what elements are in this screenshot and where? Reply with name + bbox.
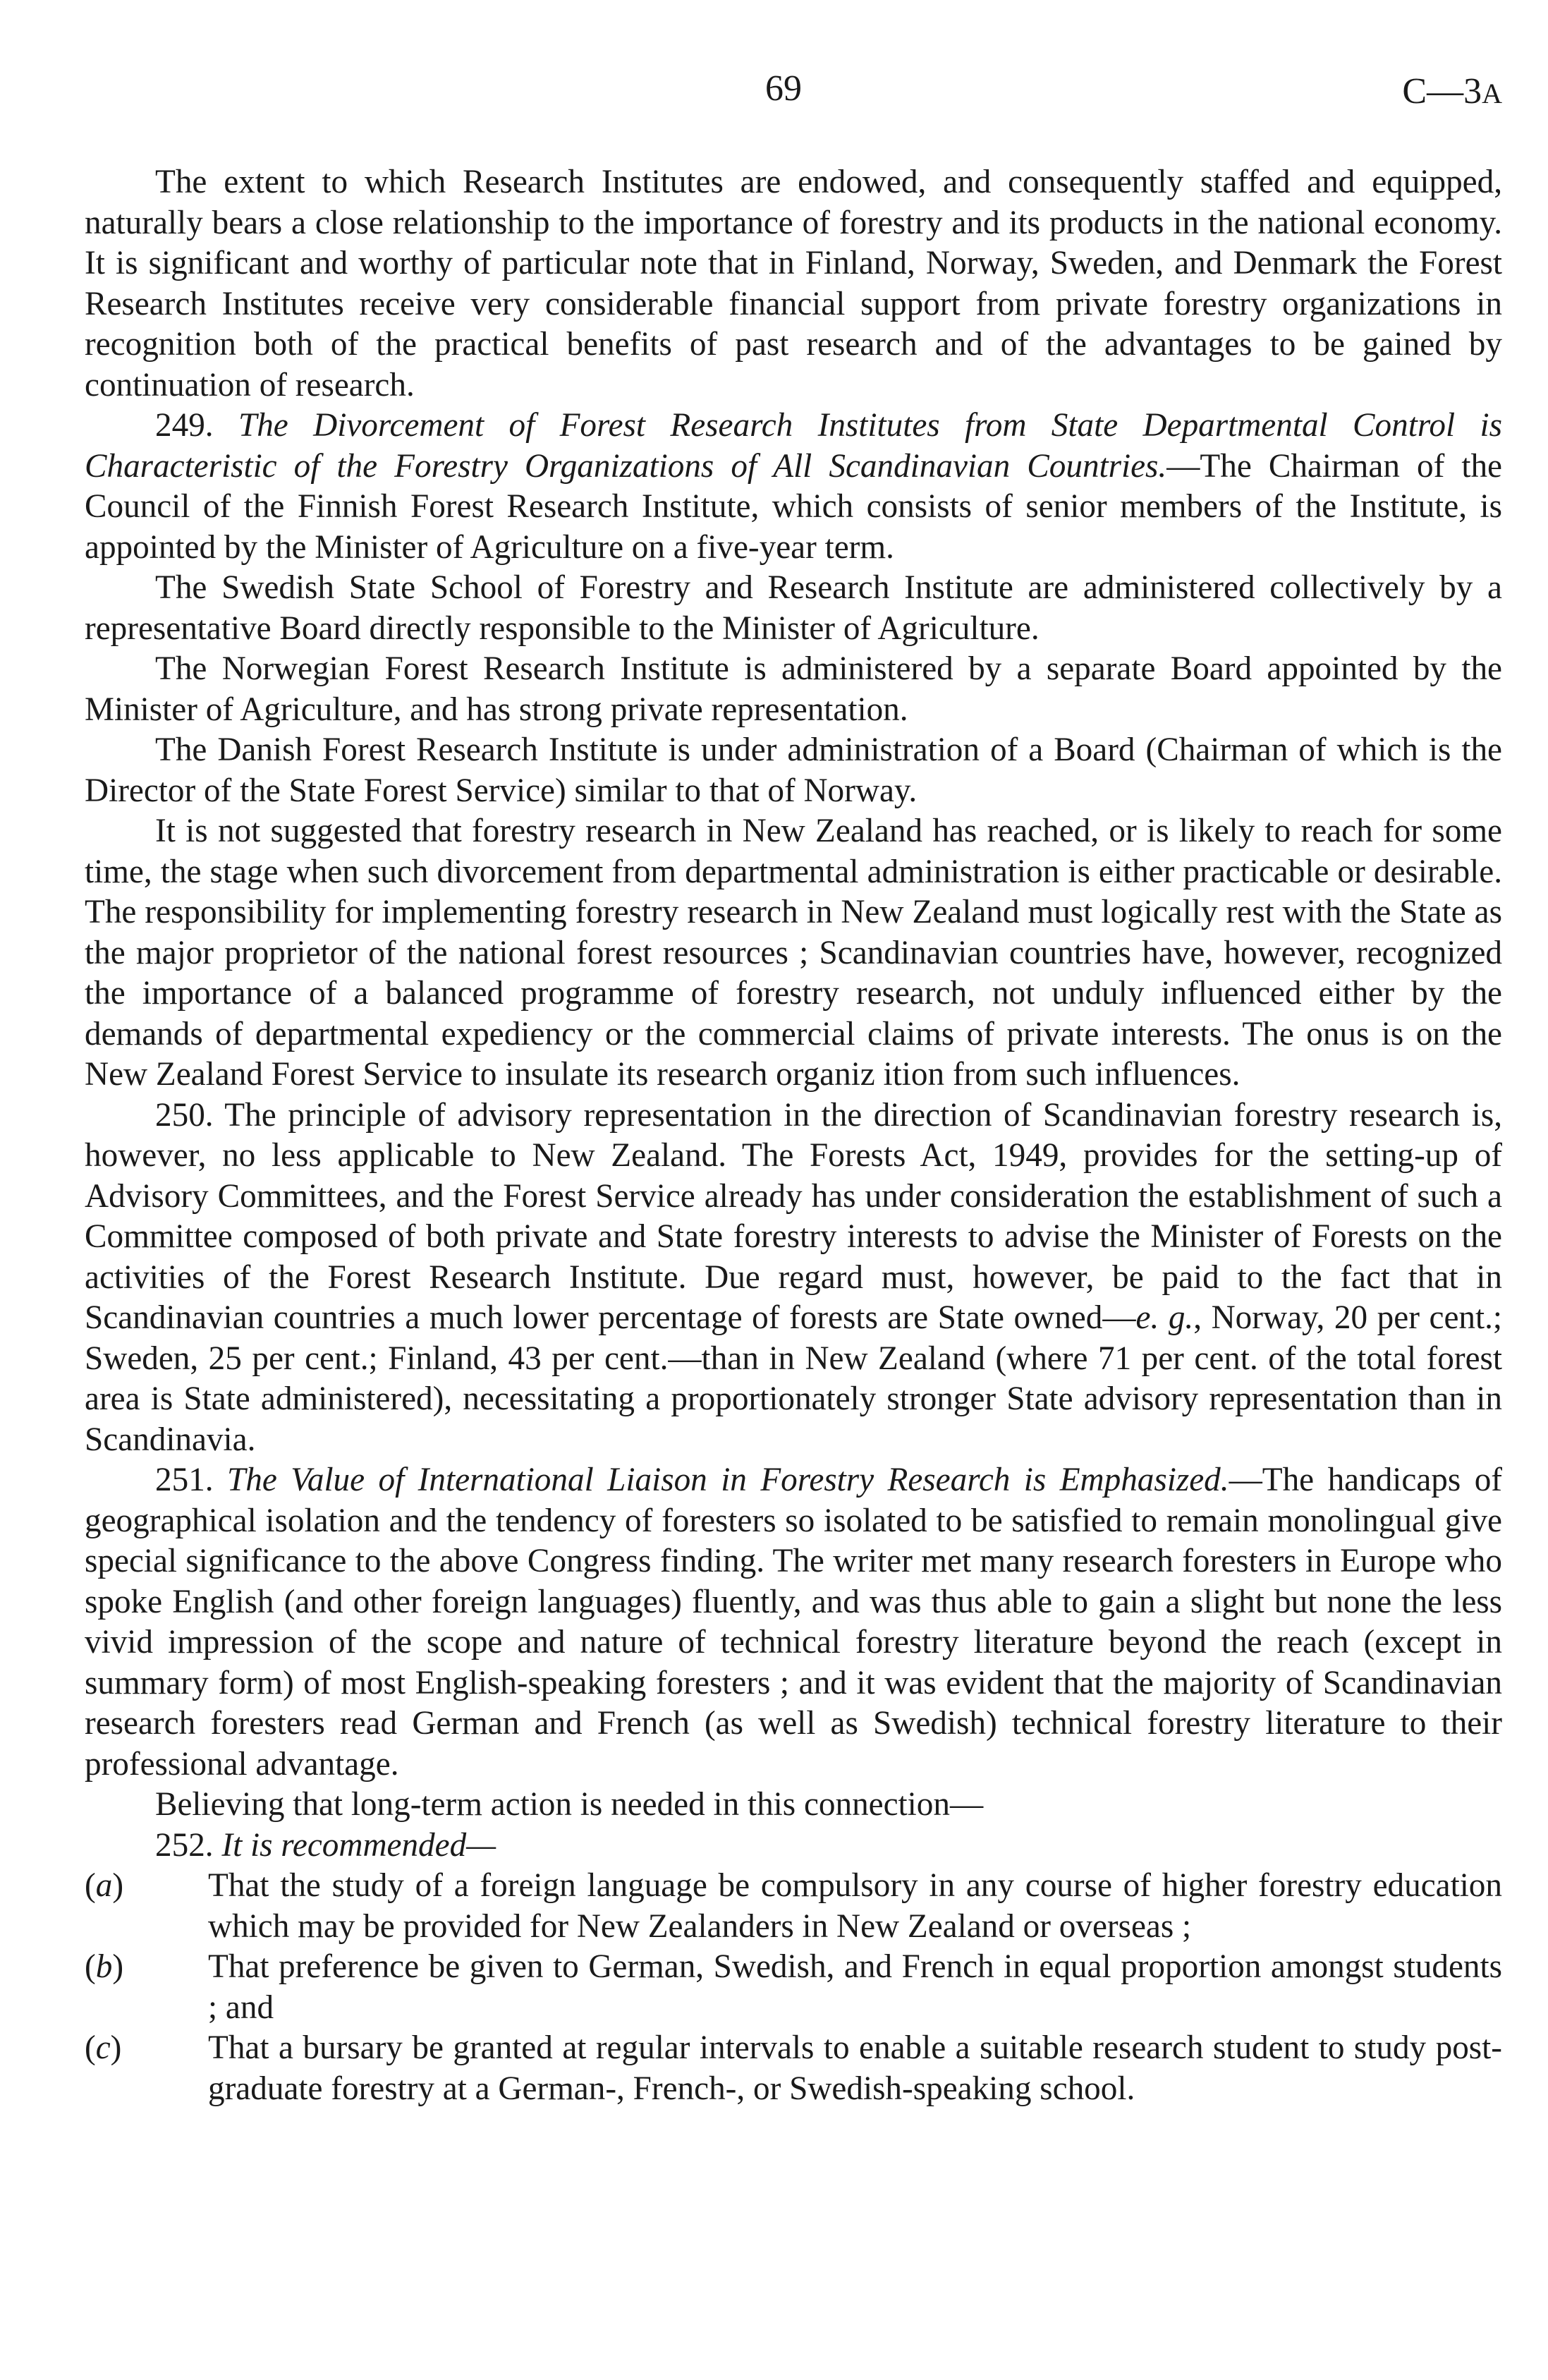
recommendation-marker: (c) (85, 2029, 122, 2066)
page-number: 69 (765, 68, 802, 109)
recommendation-item (85, 1947, 1502, 2028)
paragraph-number: 250. (155, 1096, 214, 1134)
recommendation-list (85, 1866, 1502, 2109)
section-heading: The Divorcement of Forest Research Institutes from State Departmental Control is Characteristic of the Forestry Organizations of All Scandinavian Countries. (85, 407, 1502, 485)
paragraph-number: 251. (155, 1462, 214, 1498)
paragraph-text: The principle of advisory representation in the direction of Scandinavian forestry research is, however, no less applicable to New Zealand. The Forests Act, 1949, provides for the setting-up of Advisory Committees, and the Forest Service already has under consideration the establishment of such a Committee composed of both private and State forestry interests to advise the Minister of Forests on the activities of the Forest Research Institute. Due regard must, however, be paid to the fact that in Scandinavian countries a much lower percentage of forests are State owned— (85, 1096, 1502, 1336)
recommendation-text: That preference be given to German, Swedish, and French in equal proportion amongst students ; and (208, 1948, 1502, 2026)
recommendation-text: That a bursary be granted at regular intervals to enable a suitable research student to study post-graduate forestry at a German-, French-, or Swedish-speaking school. (208, 2029, 1502, 2107)
recommendation-marker: (a) (85, 1867, 124, 1904)
recommendation-item (85, 2028, 1502, 2109)
paragraph-danish: The Danish Forest Research Institute is under administration of a Board (Chairman of which is the Director of the State Forest Service) similar to that of Norway. (85, 731, 1502, 809)
recommendation-text: That the study of a foreign language be compulsory in any course of higher forestry education which may be provided for New Zealanders in New Zealand or overseas ; (208, 1867, 1502, 1945)
paragraph-252 (85, 1826, 1502, 1866)
paragraph-251 (85, 1460, 1502, 1785)
paragraph-swedish: The Swedish State School of Forestry and Research Institute are administered collectively by a representative Board directly responsible to the Minister of Agriculture. (85, 569, 1502, 647)
paragraph-norwegian: The Norwegian Forest Research Institute is administered by a separate Board appointed by the Minister of Agriculture, and has strong private representation. (85, 650, 1502, 728)
section-heading: It is recommended— (221, 1826, 496, 1864)
paragraph-new-zealand: It is not suggested that forestry research in New Zealand has reached, or is likely to reach for some time, the stage when such divorcement from departmental administration is either practicable or desirable. The responsibility for implementing forestry research in New Zealand must logically rest with the State as the major proprietor of the national forest resources ; Scandinavian countries have, however, recognized the importance of a balanced programme of forestry research, not unduly influenced either by the demands of departmental expediency or the commercial claims of private interests. The onus is on the New Zealand Forest Service to insulate its research organiz ition from such influences. (85, 813, 1502, 1093)
paragraph-institute-funding: The extent to which Research Institutes are endowed, and consequently staffed and equipped, naturally bears a close relationship to the importance of forestry and its products in the national economy. It is significant and worthy of particular note that in Finland, Norway, Sweden, and Denmark the Forest Research Institutes receive very considerable financial support from private forestry organizations in recognition both of the practical benefits of past research and of the advantages to be gained by continuation of research. (85, 164, 1502, 403)
paragraph-250 (85, 1095, 1502, 1461)
paragraph-number: 252. (155, 1826, 214, 1864)
paragraph-249 (85, 406, 1502, 568)
recommendation-marker: (b) (85, 1948, 124, 1985)
paper-reference (1402, 71, 1502, 112)
paper-reference-main: C—3 (1402, 71, 1482, 111)
paragraph-text-continued: , Norway, 20 per cent.; Sweden, 25 per cent.; Finland, 43 per cent.—than in New Zealand (where 71 per cent. of the total forest area is State administered), necessitating a proportionately stronger State advisory representation than in Scandinavia. (85, 1299, 1502, 1458)
abbreviation: e. g. (1135, 1299, 1194, 1336)
paragraph-number: 249. (155, 407, 214, 444)
recommendation-item (85, 1866, 1502, 1947)
paper-reference-suffix: A (1482, 78, 1502, 109)
page-header (0, 68, 1548, 124)
paragraph-text: —The handicaps of geographical isolation and the tendency of foresters so isolated to be satisfied to remain monolingual give special significance to the above Congress finding. The writer met many research foresters in Europe who spoke English (and other foreign languages) fluently, and was thus able to gain a slight but none the less vivid impression of the scope and nature of technical forestry literature beyond the reach (except in summary form) of most English-speaking foresters ; and it was evident that the majority of Scandinavian research foresters read German and French (as well as Swedish) technical forestry literature to their professional advantage. (85, 1462, 1503, 1783)
paragraph-believing: Believing that long-term action is needed in this connection— (155, 1786, 984, 1823)
paragraph-text: —The Chairman of the Council of the Finnish Forest Research Institute, which consists of senior members of the Institute, is appointed by the Minister of Agriculture on a five-year term. (85, 447, 1502, 566)
document-body (85, 162, 1502, 2109)
section-heading: The Value of International Liaison in Forestry Research is Emphasized. (227, 1462, 1229, 1498)
